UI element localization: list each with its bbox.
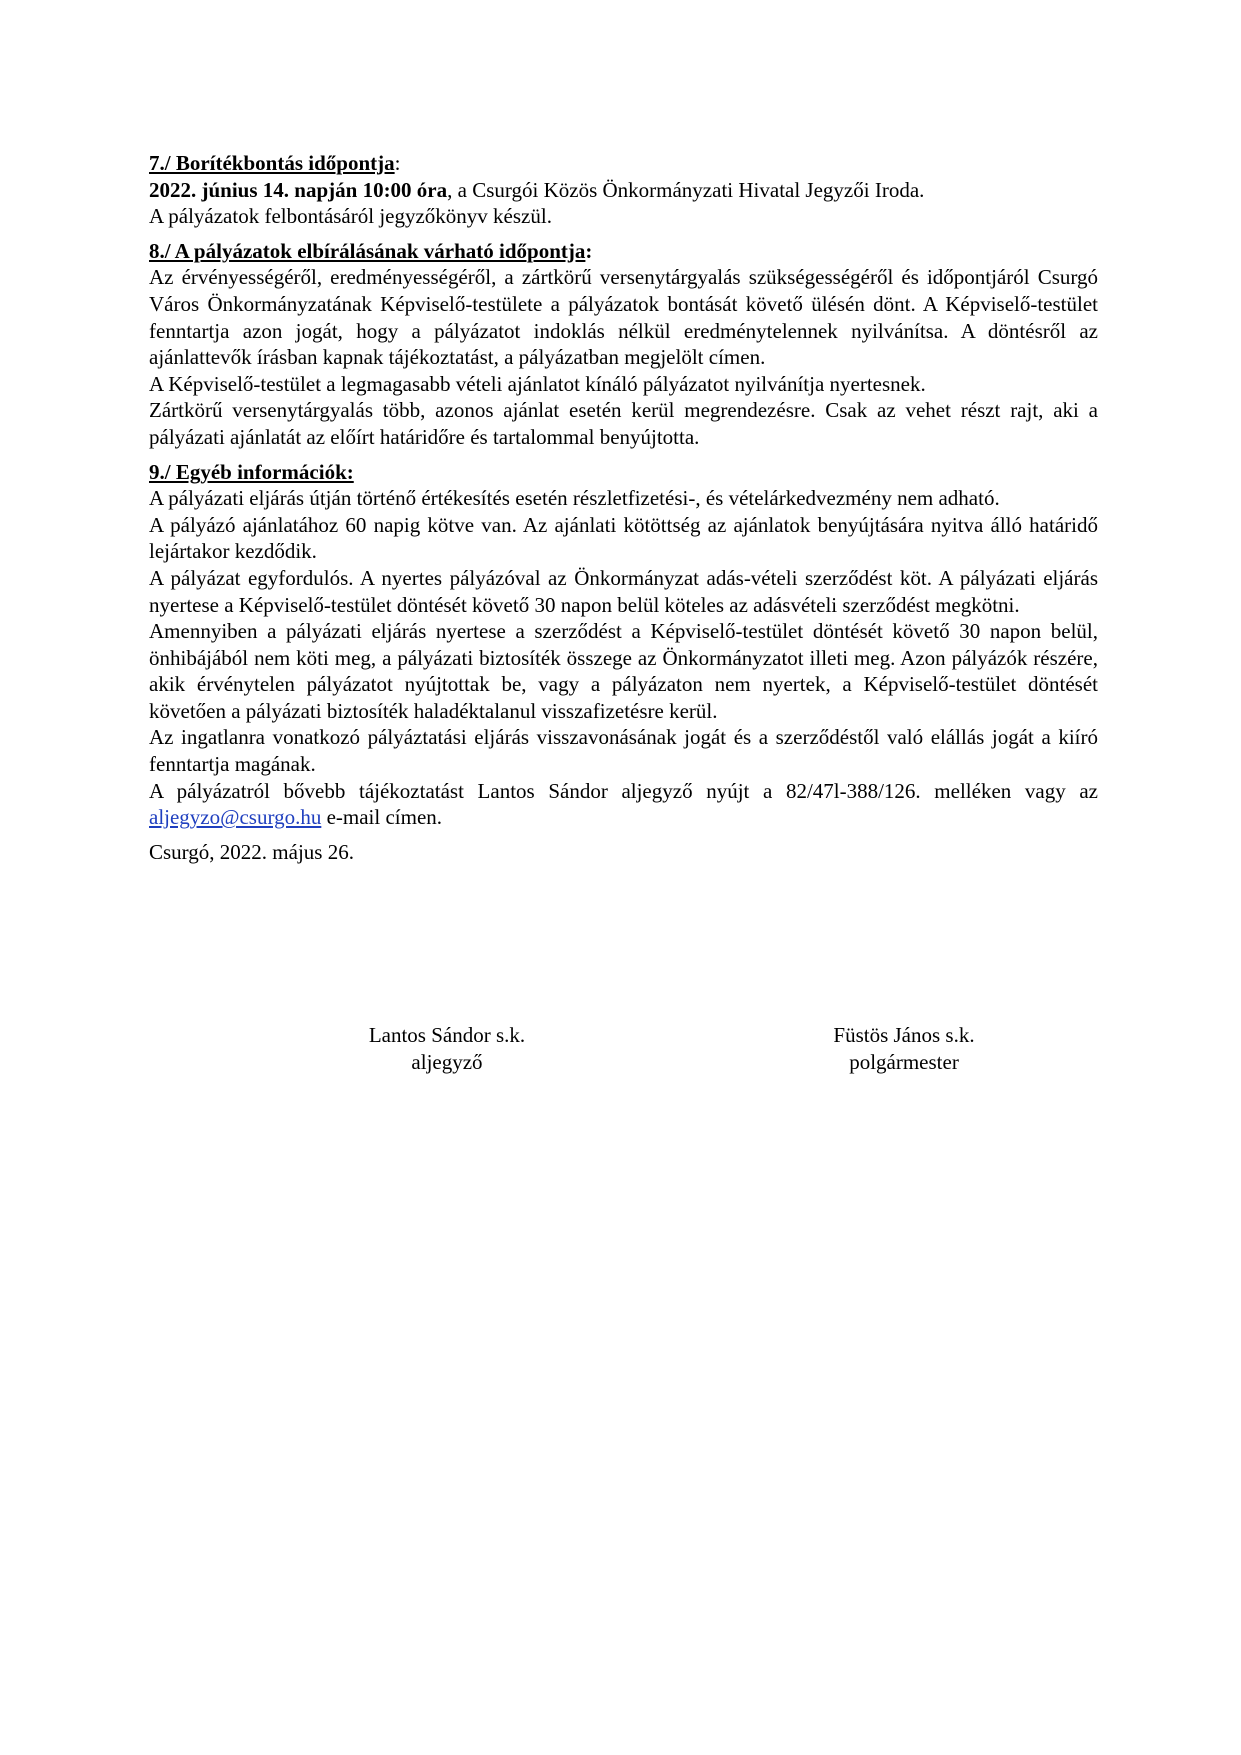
date-place: Csurgó, 2022. május 26. bbox=[149, 839, 354, 864]
section-7-date-line bbox=[149, 177, 1098, 204]
signature-right bbox=[754, 1022, 1054, 1075]
section-8-paragraph-3: Zártkörű versenytárgyalás több, azonos ajánlat esetén kerül megrendezésre. Csak az vehet részt rajt, aki a pályázati ajánlatát az előírt határidőre és tartalommal benyújtotta. bbox=[149, 398, 1098, 449]
signatory-title-left: aljegyző bbox=[411, 1049, 483, 1074]
section-8-heading-colon: : bbox=[585, 238, 593, 263]
section-8-paragraph-1: Az érvényességéről, eredményességéről, a zártkörű versenytárgyalás szükségességéről és időpontjáról Csurgó Város Önkormányzatának Képviselő-testülete a pályázatok bontását követő ülésén dönt. A Képviselő-testület fenntartja azon jogát, hogy a pályázatot indoklás nélkül eredménytelennek nyilvánítsa. A döntésről az ajánlattevők írásban kapnak tájékoztatást, a pályázatban megjelölt címen. bbox=[149, 265, 1098, 370]
section-8 bbox=[149, 238, 1098, 451]
section-9-paragraph-3: A pályázat egyfordulós. A nyertes pályázóval az Önkormányzat adás-vételi szerződést köt. A pályázati eljárás nyertese a Képviselő-testület döntését követő 30 napon belül köteles az adásvételi szerződést megkötni. bbox=[149, 565, 1098, 617]
signatory-title-right: polgármester bbox=[849, 1049, 959, 1074]
section-9-paragraph-2: A pályázó ajánlatához 60 napig kötve van. Az ajánlati kötöttség az ajánlatok benyújtására nyitva álló határidő lejártakor kezdődik. bbox=[149, 512, 1098, 564]
section-9 bbox=[149, 459, 1098, 831]
section-7-heading-colon: : bbox=[394, 151, 401, 175]
signatory-name-right: Füstös János s.k. bbox=[833, 1023, 975, 1047]
signature-left bbox=[297, 1022, 597, 1075]
signatory-name-left: Lantos Sándor s.k. bbox=[368, 1023, 526, 1047]
section-9-paragraph-4: Amennyiben a pályázati eljárás nyertese a szerződést a Képviselő-testület döntését követő 30 napon belül, önhibájából nem köti meg, a pályázati biztosíték összege az Önkormányzatot illeti meg. Azon pályázók részére, akik érvénytelen pályázatot nyújtottak be, vagy a pályázaton nem nyertek, a Képviselő-testület döntését követően a pályázati biztosíték haladéktalanul visszafizetésre kerül. bbox=[149, 619, 1098, 723]
section-9-heading-line bbox=[149, 459, 1098, 486]
section-9-paragraph-1: A pályázati eljárás útján történő értékesítés esetén részletfizetési-, és vételárkedvezmény nem adható. bbox=[149, 486, 1000, 511]
section-8-paragraph-2: A Képviselő-testület a legmagasabb vételi ajánlatot kínáló pályázatot nyilvánítja nyertesnek. bbox=[149, 371, 926, 396]
section-7-heading: 7./ Borítékbontás időpontja bbox=[149, 151, 395, 175]
section-7 bbox=[149, 150, 1098, 230]
section-7-minutes-note: A pályázatok felbontásáról jegyzőkönyv készül. bbox=[149, 204, 552, 229]
section-8-heading-line bbox=[149, 238, 1098, 265]
email-link[interactable]: aljegyzo@csurgo.hu bbox=[149, 805, 322, 830]
section-8-heading: 8./ A pályázatok elbírálásának várható időpontja bbox=[149, 238, 586, 263]
contact-info-text: A pályázatról bővebb tájékoztatást Lantos Sándor aljegyző nyújt a 82/47l-388/126. melléken vagy az bbox=[149, 778, 1098, 803]
section-9-heading: 9./ Egyéb információk: bbox=[149, 459, 354, 484]
document-body bbox=[149, 150, 1098, 865]
opening-location: , a Csurgói Közös Önkormányzati Hivatal Jegyzői Iroda. bbox=[447, 177, 925, 202]
contact-info-suffix: e-mail címen. bbox=[321, 805, 443, 830]
section-9-paragraph-6 bbox=[149, 778, 1098, 831]
section-9-paragraph-5: Az ingatlanra vonatkozó pályáztatási eljárás visszavonásának jogát és a szerződéstől való elállás jogát a kiíró fenntartja magának. bbox=[149, 725, 1098, 777]
section-7-heading-line bbox=[149, 150, 1098, 177]
opening-date: 2022. június 14. napján 10:00 óra bbox=[149, 177, 448, 202]
